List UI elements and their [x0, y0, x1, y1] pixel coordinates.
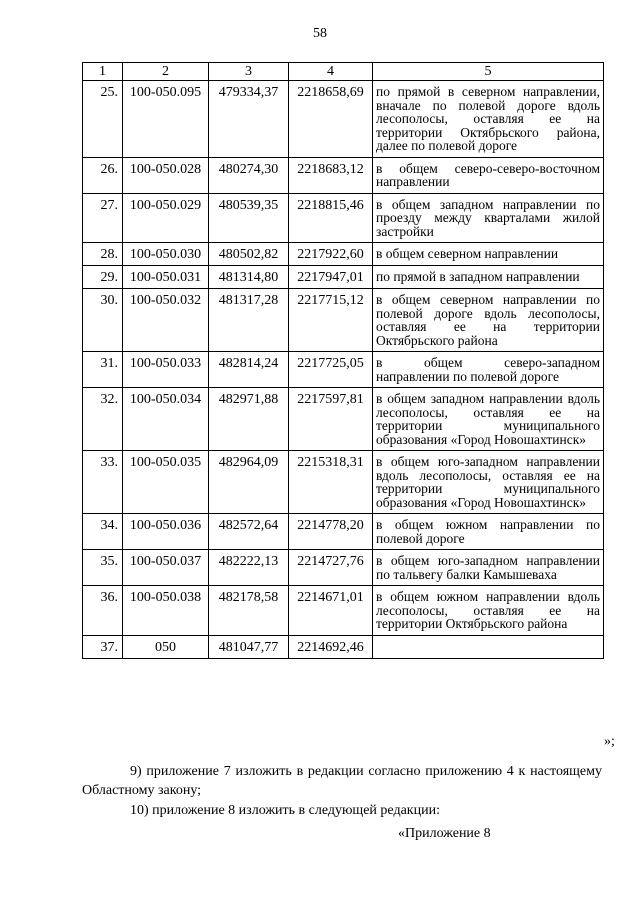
point-code-cell: 100-050.034	[123, 388, 209, 451]
boundary-description-cell: в общем западном направлении вдоль лесополосы, оставляя ее на территории муниципального образования «Город Новошахтинск»	[373, 388, 604, 451]
row-number-cell: 30.	[83, 289, 123, 352]
boundary-description-cell: в общем северном направлении	[373, 243, 604, 266]
point-code-cell: 100-050.030	[123, 243, 209, 266]
y-coordinate-cell: 2217597,81	[289, 388, 373, 451]
point-code-cell: 100-050.032	[123, 289, 209, 352]
table-row	[83, 635, 604, 658]
x-coordinate-cell: 480274,30	[209, 157, 289, 193]
table-row	[83, 157, 604, 193]
table-row	[83, 81, 604, 158]
row-number-cell: 34.	[83, 514, 123, 550]
x-coordinate-cell: 482222,13	[209, 550, 289, 586]
y-coordinate-cell: 2218815,46	[289, 193, 373, 243]
x-coordinate-cell: 481314,80	[209, 266, 289, 289]
y-coordinate-cell: 2214727,76	[289, 550, 373, 586]
x-coordinate-cell: 482178,58	[209, 586, 289, 636]
page-number: 58	[313, 26, 327, 41]
row-number-cell: 32.	[83, 388, 123, 451]
table-header-row	[83, 63, 604, 81]
column-header: 2	[123, 63, 209, 81]
boundary-description-cell: в общем юго-западном направлении вдоль лесополосы, оставляя ее на территории муниципального образования «Город Новошахтинск»	[373, 451, 604, 514]
table-row	[83, 352, 604, 388]
x-coordinate-cell: 481317,28	[209, 289, 289, 352]
x-coordinate-cell: 482572,64	[209, 514, 289, 550]
boundary-description-cell: в общем юго-западном направлении по тальвегу балки Камышеваха	[373, 550, 604, 586]
y-coordinate-cell: 2217947,01	[289, 266, 373, 289]
point-code-cell: 100-050.038	[123, 586, 209, 636]
x-coordinate-cell: 481047,77	[209, 635, 289, 658]
y-coordinate-cell: 2214778,20	[289, 514, 373, 550]
column-header: 3	[209, 63, 289, 81]
row-number-cell: 33.	[83, 451, 123, 514]
paragraph-item-9: 9) приложение 7 изложить в редакции согласно приложению 4 к настоящему Областному закону;	[82, 764, 602, 798]
point-code-cell: 100-050.031	[123, 266, 209, 289]
x-coordinate-cell: 479334,37	[209, 81, 289, 158]
table-row	[83, 451, 604, 514]
row-number-cell: 29.	[83, 266, 123, 289]
row-number-cell: 25.	[83, 81, 123, 158]
row-number-cell: 31.	[83, 352, 123, 388]
y-coordinate-cell: 2217725,05	[289, 352, 373, 388]
point-code-cell: 100-050.028	[123, 157, 209, 193]
table-row	[83, 586, 604, 636]
boundary-description-cell: в общем северном направлении по полевой дороге вдоль лесополосы, оставляя ее на территории Октябрьского района	[373, 289, 604, 352]
point-code-cell: 100-050.029	[123, 193, 209, 243]
boundary-points-table	[82, 62, 604, 659]
table-row	[83, 550, 604, 586]
table-closing-mark: »;	[604, 734, 615, 749]
boundary-description-cell: в общем западном направлении по проезду между кварталами жилой застройки	[373, 193, 604, 243]
point-code-cell: 100-050.033	[123, 352, 209, 388]
y-coordinate-cell: 2214671,01	[289, 586, 373, 636]
column-header: 5	[373, 63, 604, 81]
paragraph-item-10: 10) приложение 8 изложить в следующей редакции:	[130, 803, 440, 818]
y-coordinate-cell: 2218658,69	[289, 81, 373, 158]
row-number-cell: 35.	[83, 550, 123, 586]
y-coordinate-cell: 2217922,60	[289, 243, 373, 266]
table-row	[83, 266, 604, 289]
column-header: 4	[289, 63, 373, 81]
point-code-cell: 100-050.037	[123, 550, 209, 586]
boundary-description-cell: в общем южном направлении вдоль лесополосы, оставляя ее на территории Октябрьского района	[373, 586, 604, 636]
y-coordinate-cell: 2214692,46	[289, 635, 373, 658]
row-number-cell: 27.	[83, 193, 123, 243]
y-coordinate-cell: 2215318,31	[289, 451, 373, 514]
x-coordinate-cell: 480539,35	[209, 193, 289, 243]
boundary-description-cell: в общем северо-северо-восточном направлении	[373, 157, 604, 193]
point-code-cell: 100-050.095	[123, 81, 209, 158]
boundary-description-cell: по прямой в западном направлении	[373, 266, 604, 289]
point-code-cell: 100-050.035	[123, 451, 209, 514]
y-coordinate-cell: 2217715,12	[289, 289, 373, 352]
x-coordinate-cell: 482964,09	[209, 451, 289, 514]
appendix-heading: «Приложение 8	[398, 826, 491, 841]
row-number-cell: 36.	[83, 586, 123, 636]
row-number-cell: 26.	[83, 157, 123, 193]
boundary-description-cell	[373, 635, 604, 658]
table-row	[83, 289, 604, 352]
x-coordinate-cell: 482971,88	[209, 388, 289, 451]
table-row	[83, 243, 604, 266]
row-number-cell: 37.	[83, 635, 123, 658]
y-coordinate-cell: 2218683,12	[289, 157, 373, 193]
boundary-description-cell: в общем северо-западном направлении по полевой дороге	[373, 352, 604, 388]
boundary-description-cell: в общем южном направлении по полевой дороге	[373, 514, 604, 550]
boundary-description-cell: по прямой в северном направлении, вначале по полевой дороге вдоль лесополосы, оставляя ее на территории Октябрьского района, далее по полевой дороге	[373, 81, 604, 158]
table-row	[83, 193, 604, 243]
table-row	[83, 388, 604, 451]
table-row	[83, 514, 604, 550]
column-header: 1	[83, 63, 123, 81]
point-code-cell: 100-050.036	[123, 514, 209, 550]
row-number-cell: 28.	[83, 243, 123, 266]
x-coordinate-cell: 480502,82	[209, 243, 289, 266]
x-coordinate-cell: 482814,24	[209, 352, 289, 388]
point-code-cell: 050	[123, 635, 209, 658]
